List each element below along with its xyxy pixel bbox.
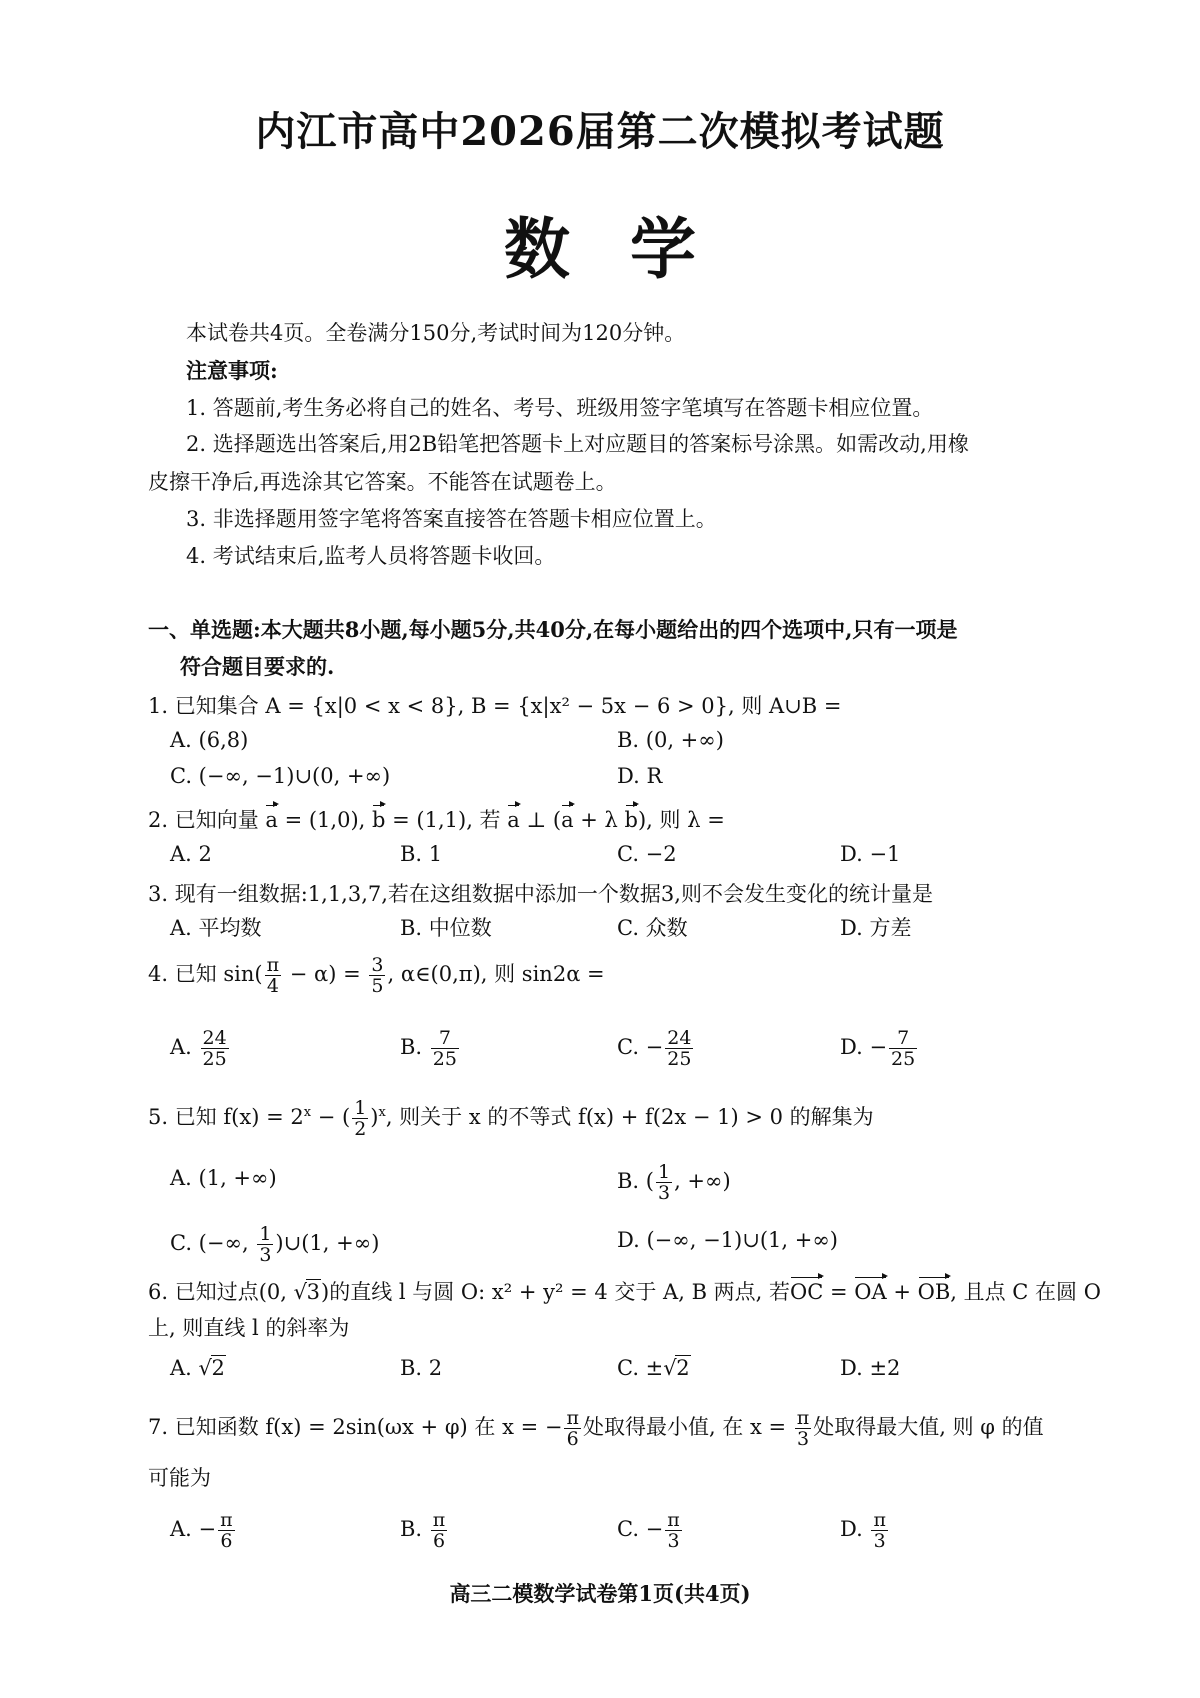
fraction: $\frac{1}{3}$ [259, 1223, 272, 1266]
page-footer: 高三二模数学试卷第1页(共4页) [449, 1581, 751, 1606]
sqrt: √ 2 [663, 1352, 690, 1384]
question-4-stem: 4. 已知 sin( $\frac{\pi}{4}$ − α) = $\frac{3}{5}$ , α∈(0,π), 则 sin2α = [148, 954, 605, 997]
fraction: $\frac{\pi}{4}$ [266, 954, 280, 997]
fraction: $\frac{\pi}{3}$ [667, 1509, 680, 1552]
q1-option-b: B. (0, +∞) [617, 728, 724, 752]
notice-item: 2. 选择题选出答案后,用2B铅笔把答题卡上对应题目的答案标号涂黑。如需改动,用橡 [186, 432, 969, 456]
fraction: $\frac{\pi}{3}$ [873, 1509, 886, 1552]
vector-a: a [265, 804, 278, 836]
sqrt: √ 2 [199, 1352, 226, 1384]
question-6-stem-cont: 上, 则直线 l 的斜率为 [148, 1316, 350, 1340]
q5-option-d: D. (−∞, −1)∪(1, +∞) [617, 1228, 839, 1252]
notice-item: 3. 非选择题用签字笔将答案直接答在答题卡相应位置上。 [186, 507, 717, 531]
q2-option-d: D. −1 [840, 842, 901, 866]
q6-option-d: D. ±2 [840, 1356, 901, 1380]
q2-option-c: C. −2 [617, 842, 677, 866]
q3-option-d: D. 方差 [840, 916, 912, 940]
q6-option-c: C. ±√ 2 [617, 1352, 691, 1384]
q2-option-a: A. 2 [170, 842, 212, 866]
q7-option-a: A. − $\frac{\pi}{6}$ [170, 1509, 233, 1552]
q3-option-a: A. 平均数 [170, 916, 262, 940]
vector-a: a [561, 804, 574, 836]
question-3-stem: 3. 现有一组数据:1,1,3,7,若在这组数据中添加一个数据3,则不会发生变化的统计量是 [148, 882, 933, 906]
fraction: $\frac{24}{25}$ [667, 1027, 692, 1070]
vector-ob: OB [918, 1276, 951, 1308]
sqrt: √ 3 [294, 1276, 321, 1308]
vector-b: b [372, 804, 385, 836]
fraction: $\frac{7}{25}$ [432, 1027, 457, 1070]
q1-option-d: D. R [617, 764, 663, 788]
q6-option-b: B. 2 [400, 1356, 443, 1380]
q5-option-b: B. ( $\frac{1}{3}$ , +∞) [617, 1161, 731, 1204]
section-heading: 一、单选题:本大题共8小题,每小题5分,共40分,在每小题给出的四个选项中,只有一项是 [148, 617, 958, 642]
question-2-stem: 2. 已知向量 a = (1,0), b = (1,1), 若 a ⊥ (a + λ b), 则 λ = [148, 804, 725, 836]
question-7-stem: 7. 已知函数 f(x) = 2sin(ωx + φ) 在 x = − $\frac{\pi}{6}$ 处取得最小值, 在 x = $\frac{\pi}{3}$ 处取得最大值, 则 φ 的值 [148, 1407, 1044, 1450]
notice-item: 4. 考试结束后,监考人员将答题卡收回。 [186, 544, 556, 568]
vector-oc: OC [790, 1276, 823, 1308]
question-7-stem-cont: 可能为 [148, 1466, 211, 1490]
fraction: $\frac{1}{2}$ [354, 1097, 367, 1140]
q3-option-c: C. 众数 [617, 916, 688, 940]
fraction: $\frac{3}{5}$ [371, 954, 384, 997]
q6-option-a: A. √ 2 [170, 1352, 226, 1384]
section-heading-cont: 符合题目要求的. [180, 654, 335, 679]
notice-item: 皮擦干净后,再选涂其它答案。不能答在试题卷上。 [148, 470, 617, 494]
q3-option-b: B. 中位数 [400, 916, 492, 940]
exam-intro: 本试卷共4页。全卷满分150分,考试时间为120分钟。 [186, 321, 686, 345]
q1-option-c: C. (−∞, −1)∪(0, +∞) [170, 764, 391, 788]
q4-option-a: A. $\frac{24}{25}$ [170, 1027, 227, 1070]
exam-title: 内江市高中2026届第二次模拟考试题 [255, 108, 945, 155]
fraction: $\frac{24}{25}$ [202, 1027, 227, 1070]
fraction: $\frac{\pi}{6}$ [566, 1407, 579, 1450]
subject-title: 数学 [504, 210, 756, 288]
q7-option-b: B. $\frac{\pi}{6}$ [400, 1509, 446, 1552]
fraction: $\frac{\pi}{6}$ [432, 1509, 446, 1552]
q7-option-c: C. − $\frac{\pi}{3}$ [617, 1509, 680, 1552]
question-6-stem: 6. 已知过点(0, √ 3)的直线 l 与圆 O: x² + y² = 4 交于 A, B 两点, 若OC = OA + OB, 且点 C 在圆 O [148, 1276, 1101, 1308]
q4-option-b: B. $\frac{7}{25}$ [400, 1027, 457, 1070]
q4-option-c: C. − $\frac{24}{25}$ [617, 1027, 692, 1070]
fraction: $\frac{\pi}{6}$ [220, 1509, 233, 1552]
q5-option-c: C. (−∞, $\frac{1}{3}$ )∪(1, +∞) [170, 1223, 380, 1266]
vector-a: a [507, 804, 520, 836]
q5-option-a: A. (1, +∞) [170, 1166, 277, 1190]
notice-item: 1. 答题前,考生务必将自己的姓名、考号、班级用签字笔填写在答题卡相应位置。 [186, 396, 934, 420]
q2-option-b: B. 1 [400, 842, 443, 866]
vector-b: b [625, 804, 638, 836]
vector-oa: OA [854, 1276, 886, 1308]
question-1-stem: 1. 已知集合 A = {x|0 < x < 8}, B = {x|x² − 5x − 6 > 0}, 则 A∪B = [148, 694, 842, 718]
fraction: $\frac{\pi}{3}$ [796, 1407, 810, 1450]
q7-option-d: D. $\frac{\pi}{3}$ [840, 1509, 886, 1552]
q4-option-d: D. − $\frac{7}{25}$ [840, 1027, 916, 1070]
q1-option-a: A. (6,8) [170, 728, 249, 752]
question-5-stem: 5. 已知 $f(x) = 2^x$ − ( $\frac{1}{2}$ )$^x$, 则关于 x 的不等式 f(x) + f(2x − 1) > 0 的解集为 [148, 1097, 874, 1140]
fraction: $\frac{1}{3}$ [657, 1161, 671, 1204]
fraction: $\frac{7}{25}$ [891, 1027, 916, 1070]
notice-title: 注意事项: [186, 358, 278, 383]
